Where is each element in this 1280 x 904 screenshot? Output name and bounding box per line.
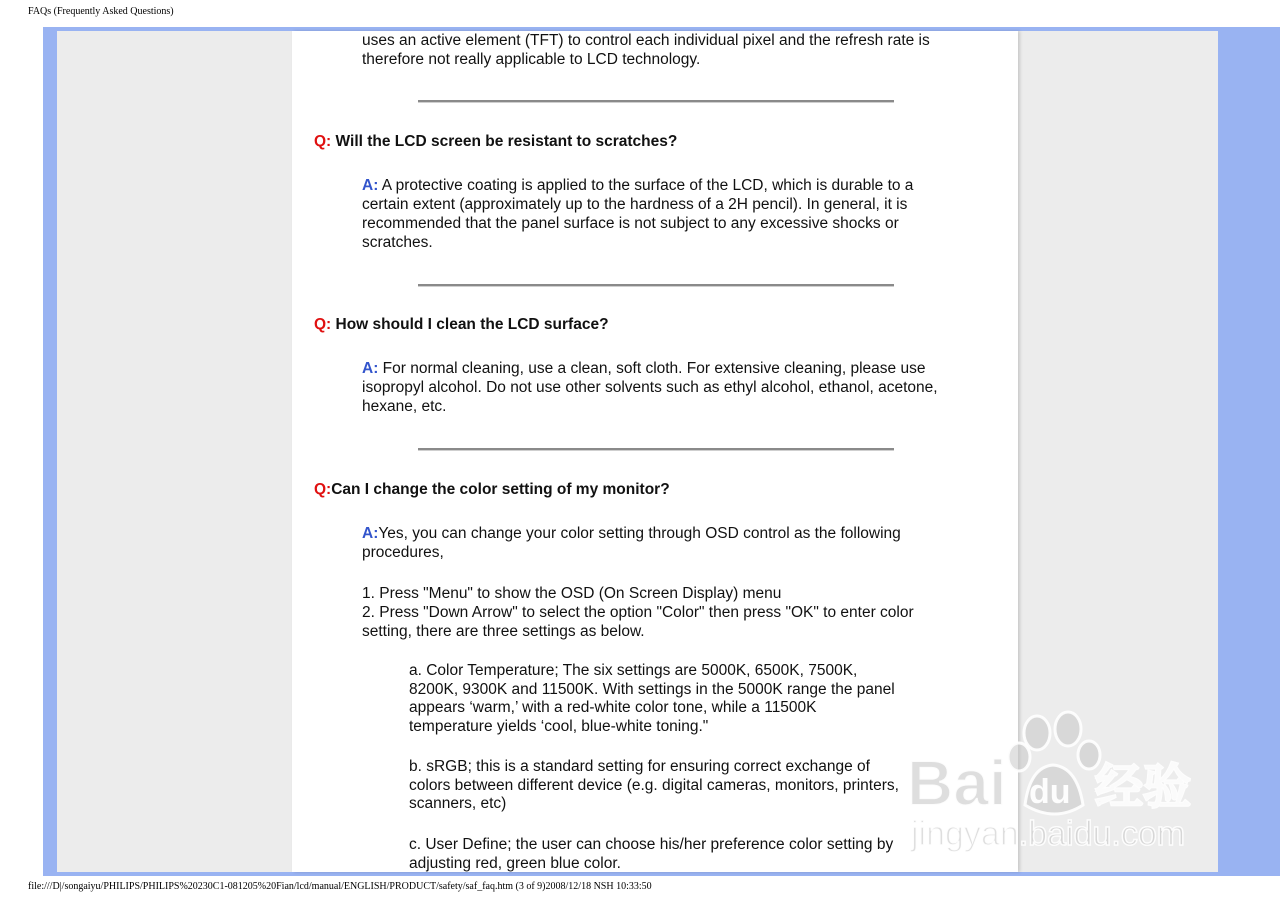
answer-line: hexane, etc.: [362, 398, 447, 415]
faq-answer: [362, 359, 1002, 416]
divider: [418, 448, 894, 451]
faq-answer: [362, 176, 982, 252]
baidu-jingyan-watermark: [905, 705, 1215, 865]
option-srgb: [409, 758, 969, 814]
option-line: temperature yields ‘cool, blue-white toning.": [409, 717, 709, 735]
watermark-cn: 经验: [1095, 759, 1192, 815]
divider: [418, 284, 894, 287]
page-header-title: FAQs (Frequently Asked Questions): [28, 6, 174, 17]
faq-question: [314, 481, 670, 499]
option-line: colors between different device (e.g. digital cameras, monitors, printers,: [409, 776, 899, 794]
question-text: Will the LCD screen be resistant to scratches?: [331, 133, 678, 150]
step-item: 1. Press "Menu" to show the OSD (On Screen Display) menu: [362, 585, 782, 602]
paw-logo-icon: [905, 705, 1215, 865]
option-user-define: [409, 836, 969, 872]
step-item: 2. Press "Down Arrow" to select the option "Color" then press "OK" to enter color: [362, 604, 914, 621]
question-text: How should I clean the LCD surface?: [331, 316, 609, 333]
option-color-temperature: [409, 662, 969, 736]
q-marker: Q:: [314, 316, 332, 333]
option-line: c. User Define; the user can choose his/her preference color setting by: [409, 836, 894, 853]
answer-line: recommended that the panel surface is not subject to any excessive shocks or: [362, 215, 899, 232]
option-line: scanners, etc): [409, 795, 507, 812]
answer-line: isopropyl alcohol. Do not use other solvents such as ethyl alcohol, ethanol, acetone,: [362, 379, 938, 396]
question-text: Can I change the color setting of my monitor?: [331, 481, 670, 498]
divider: [418, 100, 894, 103]
option-line: 8200K, 9300K and 11500K. With settings in the 5000K range the panel: [409, 680, 895, 698]
a-marker: A:: [362, 177, 379, 194]
intro-line: uses an active element (TFT) to control each individual pixel and the refresh rate is: [362, 32, 930, 49]
q-marker: Q:: [314, 481, 332, 498]
a-marker: A:: [362, 360, 379, 377]
answer-line: procedures,: [362, 544, 444, 561]
watermark-url: jingyan.baidu.com: [911, 815, 1186, 853]
page-footer-path: file:///D|/songaiyu/PHILIPS/PHILIPS%20230C1-081205%20Fian/lcd/manual/ENGLISH/PRODUCT/safety/saf_faq.htm (3 of 9)2008/12/18 NSH 10:33:50: [28, 881, 652, 892]
watermark-brand: Bai: [907, 747, 1007, 819]
option-line: a. Color Temperature; The six settings are 5000K, 6500K, 7500K,: [409, 662, 858, 679]
option-line: adjusting red, green blue color.: [409, 854, 621, 872]
watermark-brand-du: du: [1029, 773, 1071, 811]
answer-line: For normal cleaning, use a clean, soft cloth. For extensive cleaning, please use: [378, 360, 926, 377]
answer-line: certain extent (approximately up to the hardness of a 2H pencil). In general, it is: [362, 196, 908, 213]
answer-line: A protective coating is applied to the surface of the LCD, which is durable to a: [378, 177, 914, 194]
step-item: setting, there are three settings as below.: [362, 623, 645, 640]
intro-text: [362, 31, 930, 69]
option-line: appears ‘warm,’ with a red-white color tone, while a 11500K: [409, 699, 817, 716]
faq-question: [314, 133, 677, 151]
intro-line: therefore not really applicable to LCD technology.: [362, 51, 701, 68]
q-marker: Q:: [314, 133, 332, 150]
answer-line: Yes, you can change your color setting through OSD control as the following: [378, 525, 901, 542]
option-line: b. sRGB; this is a standard setting for ensuring correct exchange of: [409, 758, 870, 775]
answer-line: scratches.: [362, 234, 433, 251]
a-marker: A:: [362, 525, 379, 542]
faq-question: [314, 316, 609, 334]
step-list: [362, 584, 982, 641]
faq-answer: [362, 524, 982, 562]
